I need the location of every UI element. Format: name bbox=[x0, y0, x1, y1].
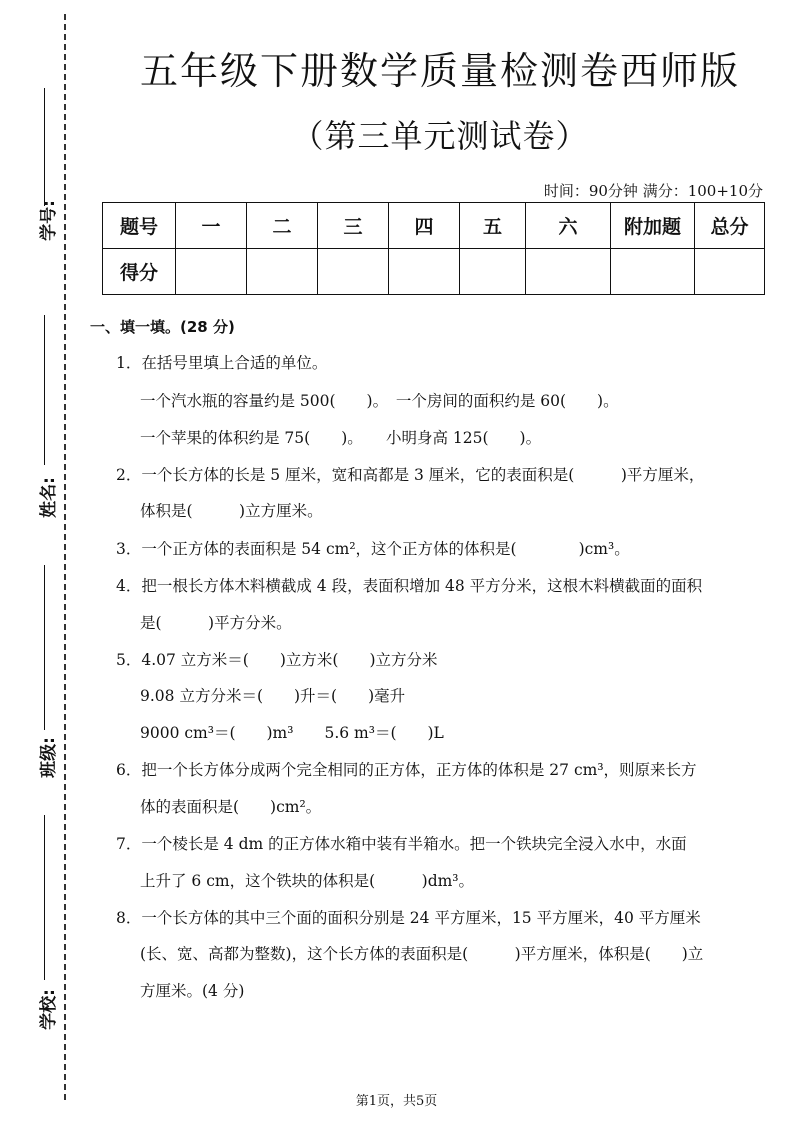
header-cell-bonus: 附加题 bbox=[611, 203, 695, 249]
student-id-label: 学号: bbox=[38, 200, 59, 241]
question-6-line: 体的表面积是( )cm²。 bbox=[140, 798, 322, 816]
question-8-line: 8．一个长方体的其中三个面的面积分别是 24 平方厘米，15 平方厘米，40 平方厘米 bbox=[116, 909, 701, 927]
score-table-header-row bbox=[103, 203, 765, 249]
header-cell-2: 二 bbox=[247, 203, 318, 249]
question-2-line: 2．一个长方体的长是 5 厘米，宽和高都是 3 厘米，它的表面积是( )平方厘米， bbox=[116, 466, 705, 484]
question-1-line: 一个苹果的体积约是 75( )。 小明身高 125( )。 bbox=[140, 429, 542, 447]
side-field-school[interactable] bbox=[14, 815, 64, 1035]
page-title: 五年级下册数学质量检测卷西师版 bbox=[139, 49, 740, 93]
class-label: 班级: bbox=[38, 737, 59, 778]
score-cell[interactable] bbox=[695, 249, 765, 295]
header-cell-total: 总分 bbox=[695, 203, 765, 249]
question-5-line: 9000 cm³＝( )m³ 5.6 m³＝( )L bbox=[140, 724, 444, 742]
question-4-line: 4．把一根长方体木料横截成 4 段，表面积增加 48 平方分米，这根木料横截面的面积 bbox=[116, 577, 703, 595]
side-field-student-id[interactable] bbox=[14, 88, 64, 241]
question-8-line: (长、宽、高都为整数)，这个长方体的表面积是( )平方厘米，体积是( )立 bbox=[140, 945, 704, 963]
score-table bbox=[102, 202, 765, 295]
section1-heading: 一、填一填。(28 分) bbox=[90, 318, 235, 336]
page-footer: 第1页，共5页 bbox=[355, 1094, 438, 1109]
score-cell[interactable] bbox=[389, 249, 460, 295]
question-5-line: 5．4.07 立方米＝( )立方米( )立方分米 bbox=[116, 651, 438, 669]
header-cell-5: 五 bbox=[460, 203, 526, 249]
question-1-line: 一个汽水瓶的容量约是 500( )。 一个房间的面积约是 60( )。 bbox=[140, 392, 619, 410]
question-8-line: 方厘米。(4 分) bbox=[140, 982, 245, 1000]
school-underline bbox=[44, 815, 45, 980]
score-cell[interactable] bbox=[176, 249, 247, 295]
side-field-class[interactable] bbox=[14, 565, 64, 785]
score-cell[interactable] bbox=[526, 249, 611, 295]
score-row-label: 得分 bbox=[103, 249, 176, 295]
header-cell-6: 六 bbox=[526, 203, 611, 249]
score-cell[interactable] bbox=[460, 249, 526, 295]
question-7-line: 7．一个棱长是 4 dm 的正方体水箱中装有半箱水。把一个铁块完全浸入水中，水面 bbox=[116, 835, 687, 853]
name-label: 姓名: bbox=[38, 477, 59, 518]
exam-meta: 时间：90分钟 满分：100+10分 bbox=[543, 182, 763, 200]
question-1-line: 1．在括号里填上合适的单位。 bbox=[116, 354, 328, 372]
side-field-name[interactable] bbox=[14, 315, 64, 525]
question-2-line: 体积是( )立方厘米。 bbox=[140, 502, 323, 520]
score-cell[interactable] bbox=[611, 249, 695, 295]
score-table-score-row bbox=[103, 249, 765, 295]
question-6-line: 6．把一个长方体分成两个完全相同的正方体，正方体的体积是 27 cm³，则原来长方 bbox=[116, 761, 697, 779]
question-3-line: 3．一个正方体的表面积是 54 cm²，这个正方体的体积是( )cm³。 bbox=[116, 540, 630, 558]
name-underline bbox=[44, 315, 45, 465]
school-label: 学校: bbox=[38, 989, 59, 1030]
score-cell[interactable] bbox=[247, 249, 318, 295]
header-cell-1: 一 bbox=[176, 203, 247, 249]
question-7-line: 上升了 6 cm，这个铁块的体积是( )dm³。 bbox=[140, 872, 475, 890]
question-5-line: 9.08 立方分米＝( )升＝( )毫升 bbox=[140, 687, 406, 705]
class-underline bbox=[44, 565, 45, 730]
score-cell[interactable] bbox=[318, 249, 389, 295]
header-cell-4: 四 bbox=[389, 203, 460, 249]
page-subtitle: （第三单元测试卷） bbox=[291, 117, 589, 155]
header-cell-label: 题号 bbox=[103, 203, 176, 249]
header-cell-3: 三 bbox=[318, 203, 389, 249]
binding-dashed-line bbox=[64, 14, 66, 1100]
student-id-underline bbox=[44, 88, 45, 206]
question-4-line: 是( )平方分米。 bbox=[140, 614, 292, 632]
